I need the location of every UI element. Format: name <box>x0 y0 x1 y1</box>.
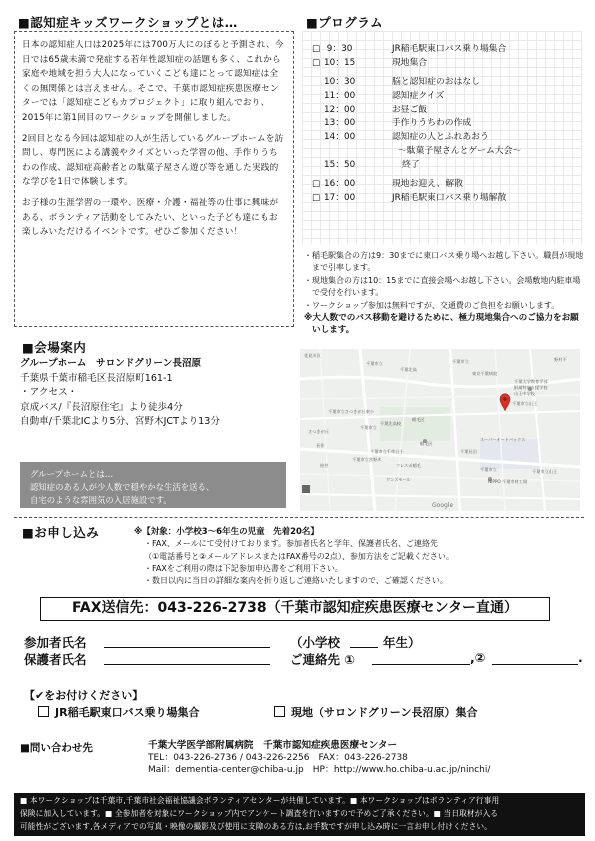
program-notes <box>304 250 586 337</box>
venue-heading: ■会場案内 <box>22 340 87 355</box>
map-label: 千葉市立 <box>366 361 383 366</box>
map-label: 柏井 <box>320 463 329 468</box>
program-event: お昼ご飯 <box>392 104 428 115</box>
program-time: 11：00 <box>324 90 356 101</box>
program-event: 脳と認知症のおはなし <box>392 76 480 87</box>
venue-access-car: 自動車/千葉北ICより5分、宮野木JCTより13分 <box>20 416 220 428</box>
program-check-empty <box>312 131 324 145</box>
program-check-empty <box>312 104 324 118</box>
guardian-name-field[interactable] <box>104 651 270 665</box>
program-event: JR稲毛駅東口バス乗り場解散 <box>392 192 507 203</box>
venue-map[interactable] <box>300 349 580 511</box>
venue-address: 千葉県千葉市稲毛区長沼原町161-1 <box>20 372 173 384</box>
program-event: 現地集合 <box>392 57 428 68</box>
apply-divider <box>14 517 584 518</box>
participant-name-field[interactable] <box>104 634 270 648</box>
venue-access-bus: 京成バス/『長沼原住宅』より徒歩4分 <box>20 401 183 413</box>
gh-line: 自宅のような雰囲気の入居施設です。 <box>30 495 172 505</box>
map-label: 千葉市立宮野木 <box>352 457 382 462</box>
program-row <box>302 43 582 57</box>
apply-note: ・数日以内に当日の詳細な案内を折り返しご連絡いたしますので、ご確認ください。 <box>144 576 448 586</box>
contact-2-label: ,② <box>470 650 486 665</box>
footer-notice <box>14 793 585 836</box>
footer-line: 可能性がございます,各メディアでの写真・映像の撮影及び使用に支障のある方は,お手数ですが申し込み時に一言お申し付けください。 <box>20 822 492 832</box>
program-row <box>302 57 582 71</box>
contact-phone: TEL：043-226-2736 / 043-226-2256 FAX：043-226-2738 <box>148 753 408 763</box>
map-label: 花見川区 <box>304 353 321 358</box>
grade-suffix: 年生） <box>383 635 421 650</box>
map-label: スーパーオートバックス <box>480 437 526 442</box>
about-paragraph: 日本の認知症人口は2025年には700万人にのぼると予測され、今日では65歳未満で発症する若年性認知症の話題も多く、これから家庭や地域を担う大人になっていくこども達にとって認知症は全くの無関係とは言えません。そこで、千葉市認知症疾患医療センターでは「認知症こどもカプロジェクト」に取り組んでおり、2015年に第1回目のワークショップを開催しました。 <box>22 40 284 123</box>
footer-line: ■ 本ワークショップは千葉市,千葉市社会福祉協議会ボランティアセンターが共催しています。■ 本ワークショップはボランティア行事用 <box>20 796 500 805</box>
map-label: 千葉市立千草台小 <box>370 449 404 454</box>
contact-org: 千葉大学医学部附属病院 千葉市認知症疾患医療センター <box>148 740 398 751</box>
program-event: 認知症の人とふれあおう <box>392 132 489 143</box>
program-event: ～駄菓子屋さんとゲーム大会～ <box>398 146 522 157</box>
checkbox-icon[interactable] <box>38 706 49 717</box>
map-label: フレスポ稲毛 <box>396 463 421 468</box>
about-paragraph: 2回目となる今回は認知症の人が生活しているグループホームを訪問し、専門医による講義やクイズといった学習の他、手作りうちわの作成、認知症高齢者との駄菓子屋さん遊び等を通した実践的な学びを1日で体験します。 <box>22 133 284 188</box>
map-label: 稲毛区 <box>412 417 425 422</box>
map-label: 千葉市立 <box>452 359 469 364</box>
apply-note: ・FAXをご利用の際は下記参加申込書をご利用下さい。 <box>144 563 343 573</box>
group-home-explanation <box>20 462 286 508</box>
apply-note: （①電話番号と②メールアドレスまたはFAX番号の2点）、参加方法をご記載ください。 <box>144 551 454 561</box>
map-label: Google <box>432 502 454 509</box>
choice-bus-option[interactable] <box>38 704 200 720</box>
program-event: 終了 <box>402 160 420 171</box>
program-time: 13：00 <box>324 118 356 129</box>
program-check-empty <box>312 76 324 90</box>
program-box <box>302 31 582 244</box>
map-label: さつきが丘 <box>308 429 329 434</box>
choice-bus-label: JR稲毛駅東口バス乗り場集合 <box>55 706 200 719</box>
map-label: 千葉市立 <box>480 467 497 472</box>
fax-number-box: FAX送信先：043-226-2738（千葉市認知症疾患医療センター直通） <box>40 597 550 621</box>
program-time: 17：00 <box>324 192 356 203</box>
program-time: 10：15 <box>324 57 356 68</box>
checkbox-icon: □ <box>312 57 321 68</box>
contact-2-field[interactable] <box>492 651 578 665</box>
apply-target: ※【対象：小学校3～6年生の児童 先着20名】 <box>134 527 319 537</box>
contact-label: ご連絡先 ① <box>290 652 355 667</box>
map-label: 山王中学校 <box>514 391 535 396</box>
checkbox-icon: □ <box>312 179 321 190</box>
program-note: ・ワークショップ参加は無料ですが、交通費のご負担をお願いします。 <box>304 300 560 310</box>
participant-label: 参加者氏名 <box>24 635 87 650</box>
program-event: 現地お迎え、解散 <box>392 179 463 190</box>
contact-1-field[interactable] <box>372 651 470 665</box>
program-time: 9：30 <box>324 44 353 54</box>
about-heading: ■認知症キッズワークショップとは… <box>18 15 238 30</box>
map-label: 千葉北高 <box>400 367 417 372</box>
program-row <box>302 131 582 145</box>
program-time: 10：30 <box>324 76 356 87</box>
checkbox-icon: □ <box>312 192 321 203</box>
map-label: ワンズモール <box>386 477 411 482</box>
gh-title: グループホームとは… <box>30 469 114 479</box>
about-box <box>14 31 294 327</box>
program-bold-note: ※大人数でのバス移動を避けるために、極力現地集合へのご協力をお願いします。 <box>304 313 579 336</box>
program-check-empty <box>312 117 324 131</box>
program-note: ・現地集合の方は10：15までに直接会場へお越し下さい。会場敷地内駐車場で受付を行います。 <box>304 275 581 298</box>
map-label: 千葉大学教育学部 <box>514 379 548 384</box>
venue-info <box>20 357 220 430</box>
about-paragraph: お子様の生涯学習の一環や、医療・介護・福祉等の仕事に興味がある、ボランティア活動をしてみたい、といった子ども達にもお楽しみいただけるイベントです。ぜひご参加ください！ <box>22 197 279 238</box>
venue-name: グループホーム サロンドグリーン長沼原 <box>20 358 202 369</box>
program-row <box>302 90 582 104</box>
program-row <box>302 117 582 131</box>
program-row <box>302 159 582 173</box>
map-label: 長作 <box>316 443 325 448</box>
contact-info <box>148 740 490 776</box>
choice-heading: 【✔をお付けください】 <box>24 689 144 702</box>
program-row <box>302 145 582 159</box>
program-event: 手作りうちわの作成 <box>392 118 472 129</box>
choice-onsite-label: 現地（サロンドグリーン長沼原）集合 <box>291 706 478 719</box>
apply-note: ・FAX、メールにて受付けております。参加者氏名と学年、保護者氏名、ご連絡先 <box>144 539 439 549</box>
program-event: JR稲毛駅東口バス乗り場集合 <box>392 44 507 54</box>
program-note: ・稲毛駅集合の方は9：30までに東口バス乗り場へお越し下さい。職員が現地まで引率します。 <box>304 251 584 273</box>
map-label: 稲毛区 <box>420 441 433 446</box>
map-label: 千葉長沼 <box>460 449 477 454</box>
program-time: 12：00 <box>324 104 356 115</box>
guardian-label: 保護者氏名 <box>24 652 87 667</box>
map-label: 千葉市立 <box>360 425 377 430</box>
contact-end: . <box>578 650 583 665</box>
program-time: 15：50 <box>324 160 356 171</box>
map-label: 千葉北高校 <box>380 421 401 426</box>
program-check-empty <box>312 90 324 104</box>
map-label: 東京千葉病院 <box>472 371 498 376</box>
program-check-empty <box>312 159 324 173</box>
venue-access-label: ・アクセス・ <box>20 387 78 399</box>
program-row <box>302 178 582 192</box>
map-label: NIPPO 千葉市材工場 <box>488 479 528 484</box>
contact-heading: ■問い合わせ先 <box>20 742 93 754</box>
program-heading: ■プログラム <box>306 15 384 30</box>
program-check-empty <box>312 145 324 159</box>
checkbox-icon[interactable] <box>274 706 285 717</box>
map-label: 附属特別支援学校 <box>514 385 548 390</box>
program-row <box>302 76 582 90</box>
program-time: 14：00 <box>324 132 356 143</box>
grade-label: （小学校 <box>290 635 341 650</box>
apply-heading: ■お申し込み <box>22 525 100 540</box>
checkbox-icon: □ <box>312 44 321 54</box>
grade-field[interactable] <box>350 634 378 648</box>
program-row <box>302 192 582 206</box>
map-label: 千葉市立山王 <box>512 401 538 406</box>
program-event: 認知症クイズ <box>392 90 445 101</box>
contact-mail[interactable]: Mail：dementia-center@chiba-u.jp HP：http://www.ho.chiba-u.ac.jp/ninchi/ <box>148 765 491 775</box>
program-row <box>302 104 582 118</box>
choice-onsite-option[interactable] <box>274 704 478 720</box>
apply-notes <box>134 526 586 587</box>
program-time: 16：00 <box>324 179 356 190</box>
map-label: 千葉市立さつきが丘東小 <box>328 409 375 414</box>
map-label: 千葉市立山王 <box>532 469 558 474</box>
footer-line: 保険に加入しています。■ 全参加者を対象にワークショップ内でアンケート調査を行いますので予めご了承ください。■ 当日取材が入る <box>20 809 499 819</box>
gh-line: 認知症のある人が少人数で穏やかな生活を送る、 <box>30 482 215 492</box>
map-label: 野村不 <box>554 357 567 362</box>
program-time <box>324 145 392 159</box>
